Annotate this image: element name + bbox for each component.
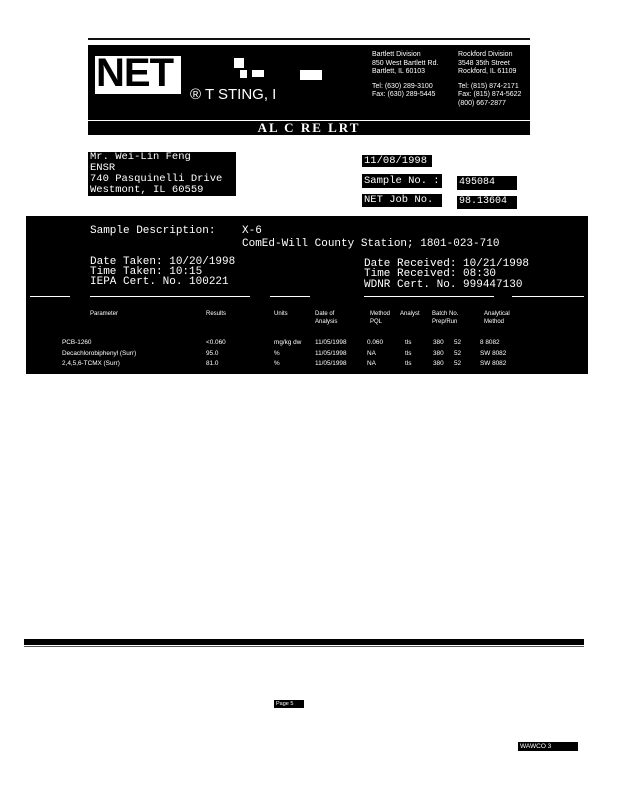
cell-analyst: tls — [405, 350, 412, 357]
cell-parameter: 2,4,5,6-TCMX (Surr) — [62, 360, 120, 367]
division-line: Fax: (815) 874-5622 — [458, 91, 522, 98]
sample-description-label: Sample Description: — [90, 225, 216, 237]
header-line: Analytical — [484, 311, 510, 317]
address-line: ENSR — [90, 162, 116, 174]
col-header-units: Units — [274, 311, 288, 317]
header-line: PQL — [370, 319, 383, 325]
cell-parameter: PCB-1260 — [62, 339, 92, 346]
header-line: Prep/Run — [432, 319, 458, 325]
cell-date: 11/05/1998 — [315, 350, 347, 357]
col-header-results: Results — [206, 311, 227, 317]
cell-parameter: Decachlorobiphenyl (Surr) — [62, 350, 137, 357]
divider — [512, 296, 584, 297]
cell-results: <0.060 — [206, 339, 226, 346]
cell-results: 81.0 — [206, 360, 219, 367]
bartlett-division — [372, 51, 438, 100]
cell-run: 52 — [454, 360, 462, 367]
report-date: 11/08/1998 — [364, 155, 428, 167]
iepa-cert: IEPA Cert. No. 100221 — [90, 276, 229, 288]
footer-rule-thin — [24, 646, 584, 647]
logo-block — [234, 58, 244, 68]
address-block — [90, 152, 222, 196]
footer-rule — [24, 639, 584, 645]
cell-prep: 380 — [433, 350, 444, 357]
cell-units: % — [274, 350, 280, 357]
col-header-analytical-method — [484, 310, 510, 326]
header-line: Date of — [315, 311, 335, 317]
division-line: 3548 35th Street — [458, 59, 510, 67]
time-received: Time Received: 08:30 — [364, 268, 497, 280]
cell-date: 11/05/1998 — [315, 339, 347, 346]
col-header-date-analysis — [315, 310, 337, 326]
net-job-label: NET Job No. : — [364, 194, 446, 206]
divider — [270, 296, 310, 297]
cell-run: 52 — [454, 350, 462, 357]
page-number: Page 5 — [276, 701, 294, 707]
address-line: Mr. Wei-Lin Feng — [90, 151, 191, 163]
cell-run: 52 — [454, 339, 462, 346]
header-line: Method — [484, 319, 505, 325]
divider — [90, 296, 250, 297]
report-title: AL C RE LRT — [257, 120, 361, 135]
date-taken: Date Taken: 10/20/1998 — [90, 256, 236, 268]
cell-analyst: tls — [405, 339, 412, 346]
division-line: Fax: (630) 289-5445 — [372, 91, 436, 98]
col-header-batch — [432, 310, 458, 326]
division-line: Rockford, IL 61109 — [458, 68, 517, 75]
col-header-analyst: Analyst — [400, 311, 420, 317]
logo: NET — [96, 51, 173, 95]
divider — [30, 296, 70, 297]
division-line: Tel: (630) 289-3100 — [372, 82, 433, 90]
cell-units: mg/kg dw — [274, 339, 302, 346]
division-line: Rockford Division — [458, 51, 513, 58]
cell-method: SW 8082 — [480, 360, 507, 367]
cell-results: 95.0 — [206, 350, 219, 357]
sample-description-id: X-6 — [242, 225, 262, 237]
header-line: Method — [370, 311, 391, 317]
top-rule — [88, 38, 530, 40]
company-name: ® T STING, I — [190, 86, 277, 103]
cell-pql: 0.060 — [367, 339, 383, 346]
cell-method: SW 8082 — [480, 350, 507, 357]
division-line: (800) 667-2877 — [458, 99, 506, 107]
division-line: Tel: (815) 874-2171 — [458, 82, 519, 90]
logo-block — [252, 70, 264, 77]
rockford-division — [458, 51, 521, 108]
cell-pql: NA — [367, 360, 376, 367]
cell-method: 8 8082 — [480, 339, 500, 346]
date-received: Date Received: 10/21/1998 — [364, 258, 530, 270]
sample-no-label: Sample No. : — [364, 175, 440, 187]
cell-pql: NA — [367, 350, 376, 357]
address-line: Westmont, IL 60559 — [90, 184, 204, 196]
cell-units: % — [274, 360, 280, 367]
col-header-parameter: Parameter — [90, 311, 119, 317]
sample-description-site: ComEd-Will County Station; 1801-023-710 — [242, 238, 500, 250]
divider — [364, 296, 494, 297]
logo-block — [240, 70, 247, 78]
cell-prep: 380 — [433, 360, 444, 367]
address-line: 740 Pasquinelli Drive — [90, 173, 223, 185]
header-line: Batch No. — [432, 311, 459, 317]
division-line: Bartlett Division — [372, 51, 421, 58]
sample-no-value: 495084 — [459, 177, 496, 188]
col-header-method-pql — [370, 310, 390, 326]
division-line: 850 West Bartlett Rd. — [372, 59, 439, 67]
cell-prep: 380 — [433, 339, 444, 346]
wdnr-cert: WDNR Cert. No. 999447130 — [364, 279, 523, 291]
document-id: WAWCO 3 — [520, 743, 552, 750]
net-job-value: 98.13604 — [459, 196, 508, 207]
logo-block — [300, 70, 322, 80]
cell-date: 11/05/1998 — [315, 360, 347, 367]
header-line: Analysis — [315, 319, 338, 325]
time-taken: Time Taken: 10:15 — [90, 266, 203, 278]
division-line: Bartlett, IL 60103 — [372, 68, 426, 75]
cell-analyst: tls — [405, 360, 412, 367]
